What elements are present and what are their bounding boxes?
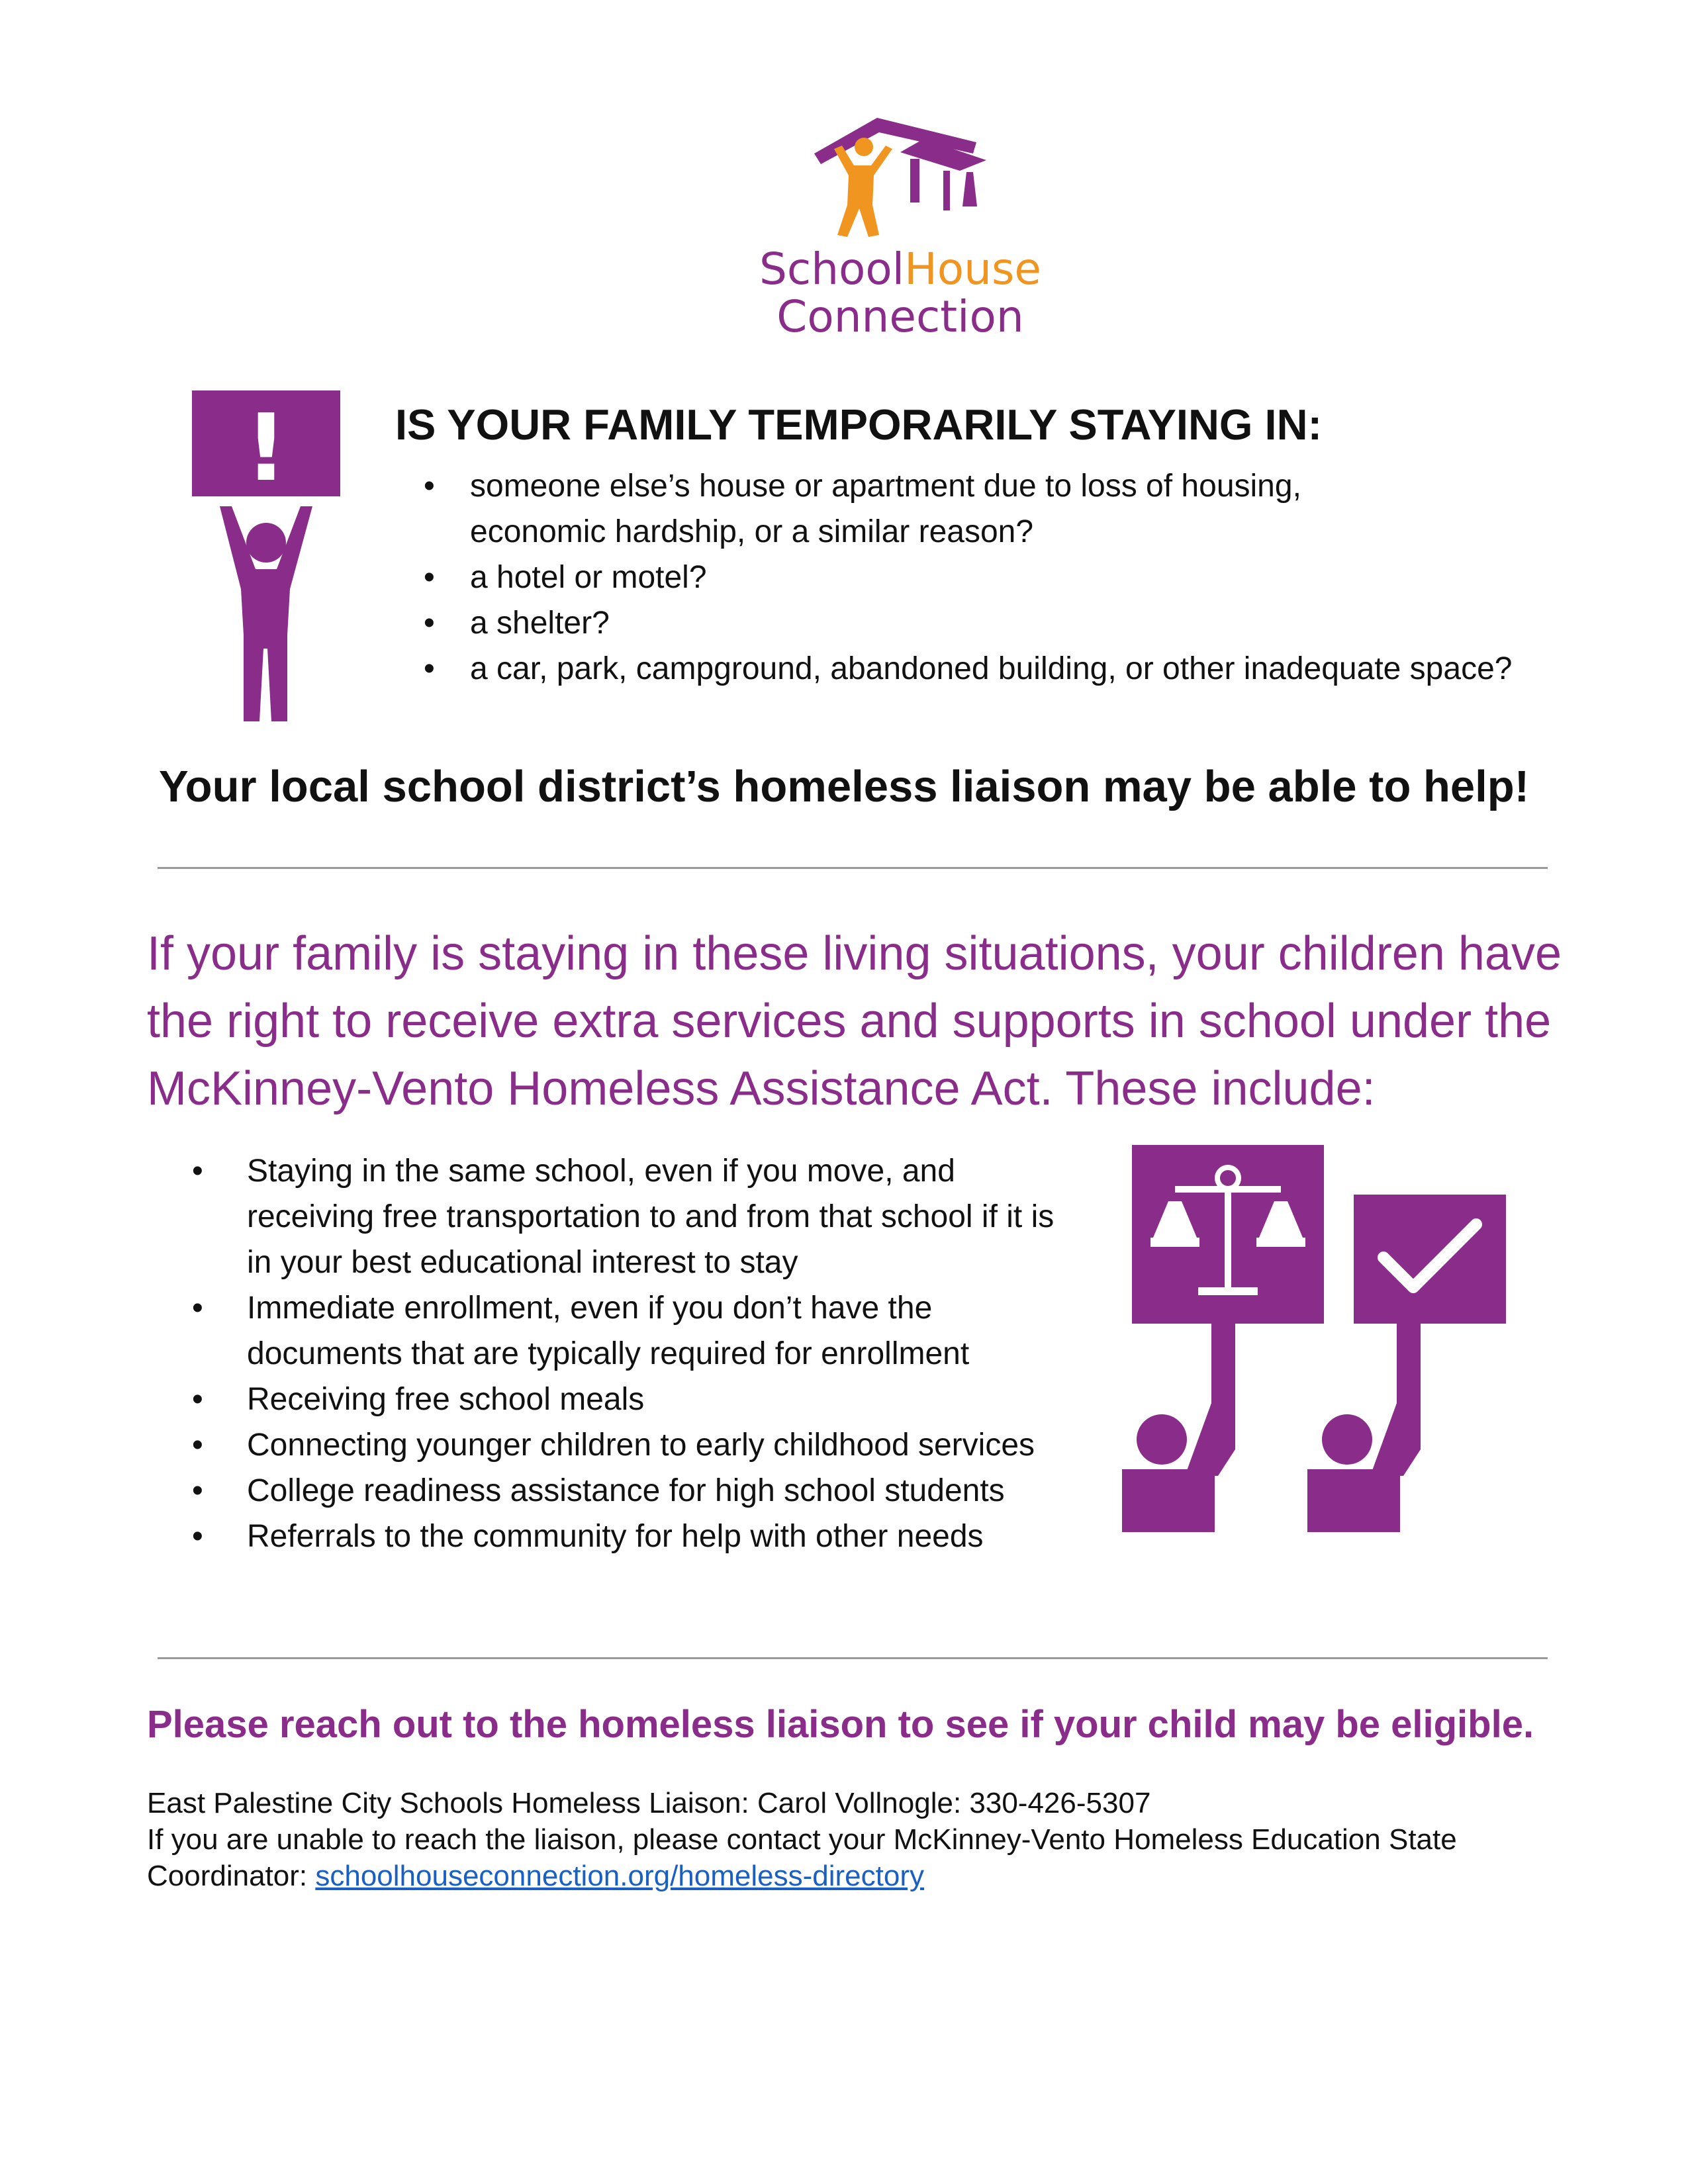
situations-heading: IS YOUR FAMILY TEMPORARILY STAYING IN: bbox=[395, 400, 1323, 449]
divider bbox=[158, 867, 1548, 869]
logo bbox=[728, 113, 1072, 351]
logo-school-text: School bbox=[759, 244, 905, 295]
fallback-text: If you are unable to reach the liaison, please contact your McKinney-Vento Homeless Education State Coordinator: bbox=[147, 1823, 1457, 1892]
list-item: • Immediate enrollment, even if you don’t have the documents that are typically required for enrollment bbox=[192, 1285, 1072, 1377]
fallback-contact-line bbox=[147, 1821, 1570, 1894]
sign-exclamation: ! bbox=[245, 394, 287, 502]
contact-info bbox=[147, 1785, 1570, 1894]
call-to-action: Please reach out to the homeless liaison to see if your child may be eligible. bbox=[147, 1703, 1534, 1746]
homeless-directory-link[interactable]: schoolhouseconnection.org/homeless-directory bbox=[315, 1860, 924, 1892]
list-item: • Connecting younger children to early childhood services bbox=[192, 1422, 1072, 1468]
services-list bbox=[192, 1148, 1072, 1559]
liaison-contact-line: East Palestine City Schools Homeless Liaison: Carol Vollnogle: 330-426-5307 bbox=[147, 1787, 1151, 1819]
list-item: • Staying in the same school, even if you move, and receiving free transportation to and from that school if it is in your best educational interest to stay bbox=[192, 1148, 1072, 1285]
help-headline: Your local school district’s homeless liaison may be able to help! bbox=[158, 762, 1530, 811]
logo-wordmark-line1 bbox=[728, 245, 1072, 294]
rights-intro: If your family is staying in these living situations, your children have the right to receive extra services and supports in school under the McKinney-Vento Homeless Assistance Act. These include: bbox=[147, 927, 1562, 1115]
list-item: • a shelter? bbox=[424, 600, 1615, 646]
list-item: • College readiness assistance for high school students bbox=[192, 1468, 1072, 1514]
person-holding-exclamation-sign-icon bbox=[191, 390, 343, 728]
list-item: • someone else’s house or apartment due to loss of housing, economic hardship, or a similar reason? bbox=[424, 463, 1357, 555]
logo-house-text: House bbox=[904, 244, 1041, 295]
logo-connection-text: Connection bbox=[776, 291, 1024, 342]
divider bbox=[158, 1657, 1548, 1659]
list-item: • a hotel or motel? bbox=[424, 555, 1615, 600]
list-item: • Receiving free school meals bbox=[192, 1377, 1072, 1422]
schoolhouse-person-logo-icon bbox=[808, 113, 1026, 245]
rights-signs-illustration bbox=[1119, 1138, 1509, 1535]
list-item: • a car, park, campground, abandoned building, or other inadequate space? bbox=[424, 646, 1615, 692]
situations-list bbox=[424, 463, 1615, 692]
list-item: • Referrals to the community for help with other needs bbox=[192, 1514, 1072, 1559]
